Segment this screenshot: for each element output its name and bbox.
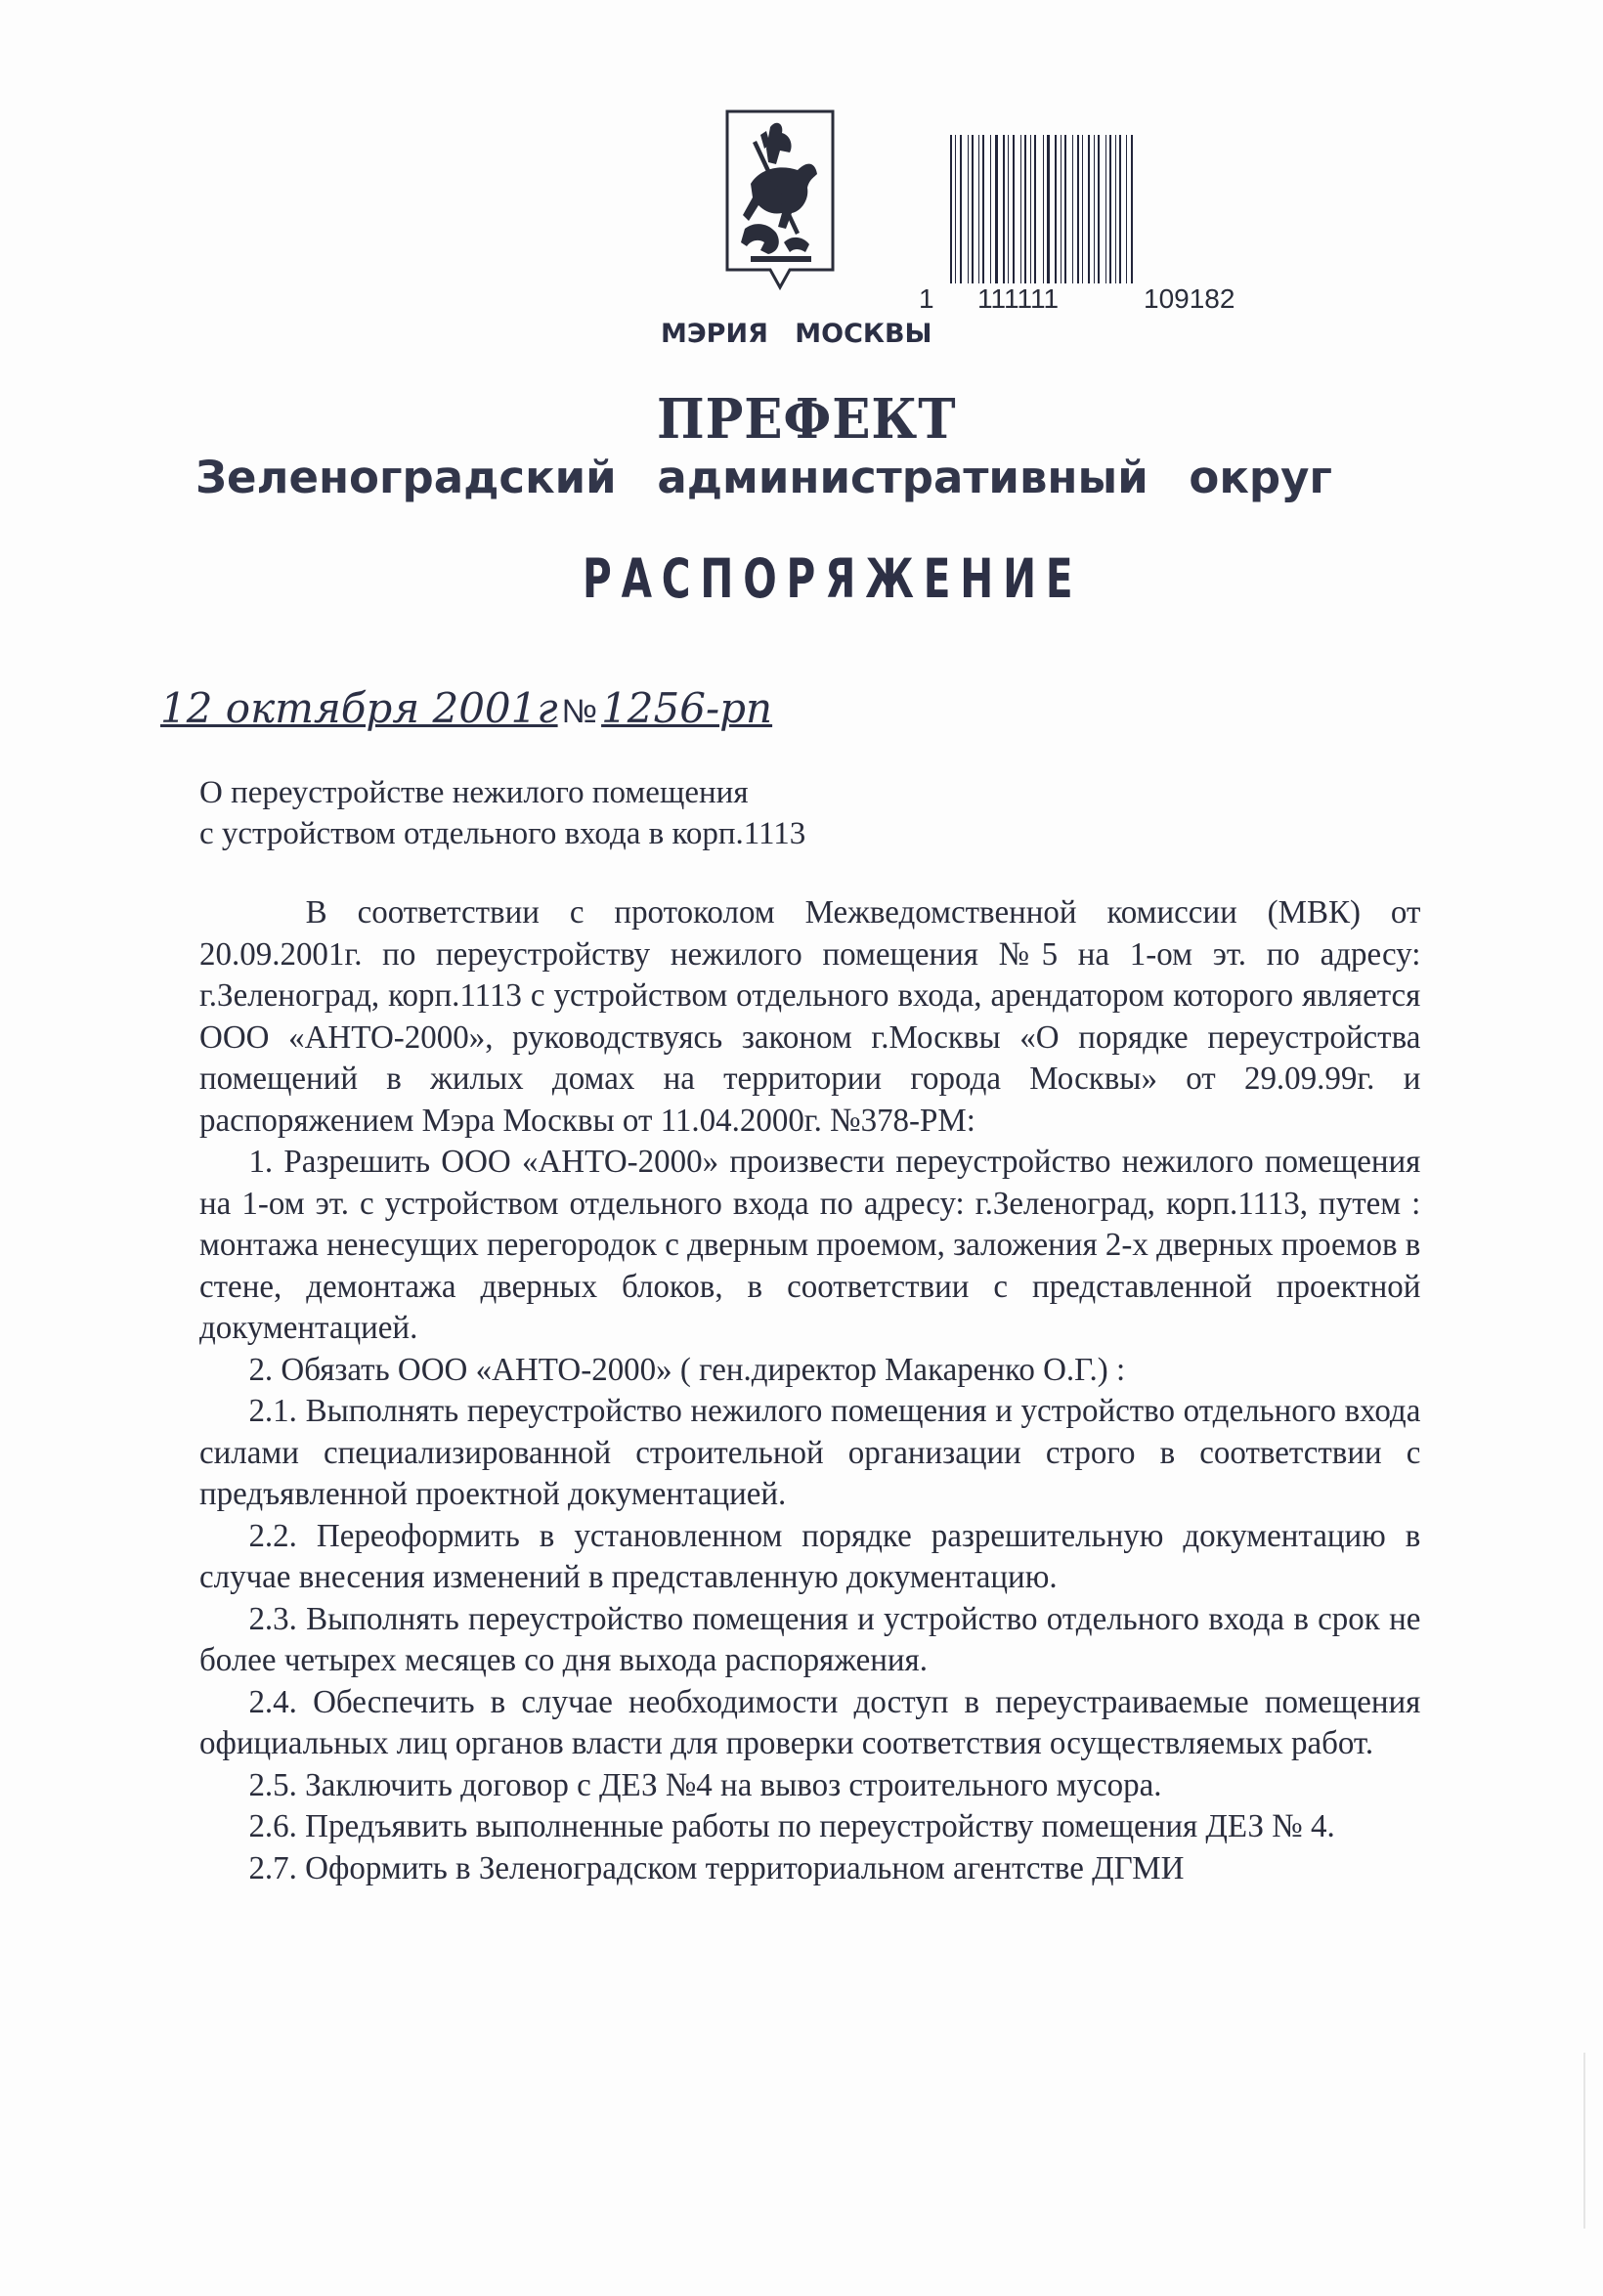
order-item: 2.3. Выполнять переустройство помещения и устройство отдельного входа в срок не более четырех месяцев со дня выхода распоряжения. <box>199 1600 1421 1678</box>
order-item: 2.6. Предъявить выполненные работы по переустройству помещения ДЕЗ № 4. <box>248 1808 1335 1844</box>
order-item: 2.2. Переоформить в установленном порядке разрешительную документацию в случае внесения изменений в представленную документацию. <box>199 1517 1421 1595</box>
order-date: 12 октября 2001г <box>160 684 558 732</box>
barcode-number-middle: 111111 <box>977 283 1060 314</box>
document-type-heading: РАСПОРЯЖЕНИЕ <box>583 547 1083 610</box>
order-number: 1256-рп <box>601 684 773 732</box>
order-item: 2.1. Выполнять переустройство нежилого помещения и устройство отдельного входа силами специализированной строительной организации строго в соответствии с предъявленной проектной документацией. <box>199 1393 1421 1512</box>
moscow-coat-of-arms-icon <box>721 106 839 301</box>
barcode-number-prefix: 1 <box>919 283 934 314</box>
barcode-space <box>1133 135 1136 283</box>
preamble-paragraph: В соответствии с протоколом Межведомственной комиссии (МВК) от 20.09.2001г. по переустройству нежилого помещения №5 на 1-ом эт. по адресу: г.Зеленоград, корп.1113 с устройством отдельного входа, арендатором которого является ООО «АНТО-2000», руководствуясь законом г.Москвы «О порядке переустройства помещений в жилых домах на территории города Москвы» от 29.09.99г. и распоряжением Мэра Москвы от 11.04.2000г. №378-РМ: <box>199 894 1421 1139</box>
district-heading: Зеленоградский административный округ <box>195 452 1332 503</box>
subject-line: О переустройстве нежилого помещения <box>199 775 749 810</box>
prefect-heading: ПРЕФЕКТ <box>657 387 957 452</box>
order-subject <box>199 772 805 854</box>
barcode-number-suffix: 109182 <box>1144 283 1235 314</box>
scan-edge <box>1583 2053 1585 2229</box>
number-sign: № <box>561 693 598 730</box>
order-item: 2.5. Заключить договор с ДЕЗ №4 на вывоз строительного мусора. <box>248 1766 1162 1803</box>
barcode-space <box>1036 135 1043 283</box>
barcode <box>950 135 1308 283</box>
order-item: 2. Обязать ООО «АНТО-2000» ( ген.директор Макаренко О.Г.) : <box>248 1351 1126 1388</box>
order-item: 2.4. Обеспечить в случае необходимости доступ в переустраиваемые помещения официальных лиц органов власти для проверки соответствия осуществляемых работ. <box>199 1683 1421 1761</box>
order-date-number <box>160 684 772 732</box>
order-item: 2.7. Оформить в Зеленоградском территориальном агентстве ДГМИ <box>248 1849 1185 1886</box>
order-item: 1. Разрешить ООО «АНТО-2000» произвести переустройство нежилого помещения на 1-ом эт. с устройством отдельного входа по адресу: г.Зеленоград, корп.1113, путем : монтажа ненесущих перегородок с дверным проемом, заложения 2-х дверных проемов в стене, демонтажа дверных блоков, в соответствии с представленной проектной документацией. <box>199 1144 1421 1346</box>
mayoralty-label: МЭРИЯ МОСКВЫ <box>661 319 932 349</box>
order-body <box>199 892 1420 1889</box>
subject-line: с устройством отдельного входа в корп.1113 <box>199 816 806 851</box>
